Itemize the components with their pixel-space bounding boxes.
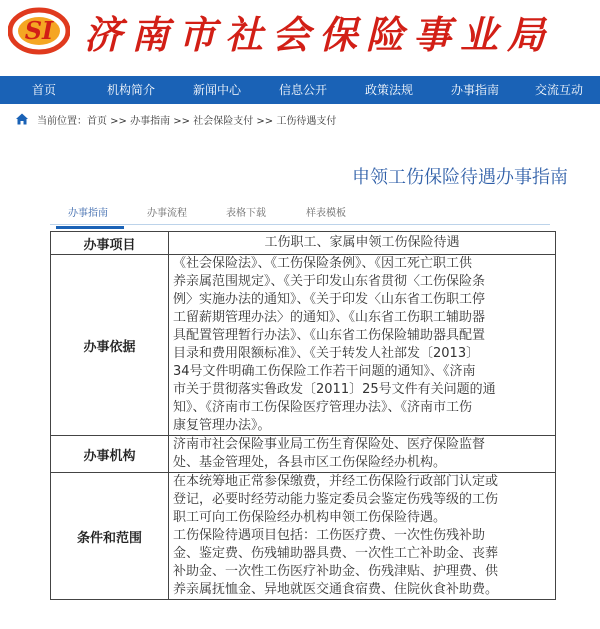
- row-content: [169, 473, 556, 600]
- row-content: [169, 232, 556, 255]
- table-row: [51, 232, 556, 255]
- main-nav: [0, 76, 600, 104]
- nav-item-about[interactable]: 机构简介: [106, 83, 155, 97]
- content-line: 养亲属抚恤金、异地就医交通食宿费、住院伙食补助费。: [173, 582, 499, 597]
- nav-item-home[interactable]: 首页: [31, 83, 56, 97]
- tab-templates[interactable]: 样表模板: [306, 208, 346, 219]
- content-line: 处、基金管理处，各县市区工伤保险经办机构。: [173, 455, 447, 470]
- table-row: [51, 436, 556, 473]
- content-line: 康复管理办法》。: [173, 418, 271, 433]
- content-line: 工伤保险待遇项目包括：工伤医疗费、一次性伤残补助: [173, 528, 486, 543]
- content-line: 工伤职工、家属申领工伤保险待遇: [264, 235, 460, 250]
- nav-item-guide[interactable]: 办事指南: [450, 83, 499, 97]
- content-line: 例〉实施办法的通知》、《关于印发〈山东省工伤职工停: [173, 292, 486, 307]
- row-content: [169, 255, 556, 436]
- content-line: 职工可向工伤保险经办机构申领工伤保险待遇。: [173, 510, 447, 525]
- site-title: 济南市社会保险事业局: [84, 12, 555, 57]
- table-row: [51, 473, 556, 600]
- tab-guide[interactable]: 办事指南: [68, 208, 108, 219]
- content-line: 金、鉴定费、伤残辅助器具费、一次性工亡补助金、丧葬: [173, 546, 499, 561]
- content-line: 济南市社会保险事业局工伤生育保险处、医疗保险监督: [173, 437, 486, 452]
- row-label: 办事项目: [51, 232, 169, 255]
- tab-process[interactable]: 办事流程: [147, 208, 187, 219]
- row-label: 办事机构: [51, 436, 169, 473]
- content-line: 登记，必要时经劳动能力鉴定委员会鉴定伤残等级的工伤: [173, 492, 499, 507]
- row-label: 条件和范围: [51, 473, 169, 600]
- content-line: 工留薪期管理办法〉的通知》、《山东省工伤职工辅助器: [173, 310, 486, 325]
- tab-bar: [50, 196, 550, 225]
- guide-table: [50, 231, 556, 600]
- content-line: 补助金、一次性工伤医疗补助金、伤残津贴、护理费、供: [173, 564, 499, 579]
- si-logo-icon[interactable]: [8, 6, 70, 56]
- content-line: 在本统筹地正常参保缴费，并经工伤保险行政部门认定或: [173, 474, 499, 489]
- breadcrumb: [0, 110, 600, 128]
- active-tab-indicator: [56, 226, 124, 229]
- content-line: 知》、《济南市工伤保险医疗管理办法》、《济南市工伤: [173, 400, 473, 415]
- nav-item-policy[interactable]: 政策法规: [364, 83, 413, 97]
- nav-item-news[interactable]: 新闻中心: [192, 83, 241, 97]
- nav-item-interaction[interactable]: 交流互动: [534, 83, 583, 97]
- nav-item-disclosure[interactable]: 信息公开: [278, 83, 327, 97]
- content-line: 34号文件明确工伤保险工作若干问题的通知》、《济南: [173, 364, 476, 379]
- row-content: [169, 436, 556, 473]
- page-heading: 申领工伤保险待遇办事指南: [352, 167, 568, 188]
- tab-forms-download[interactable]: 表格下载: [226, 208, 266, 219]
- logo-text: SI: [24, 16, 54, 45]
- breadcrumb-text[interactable]: 当前位置：首页 >> 办事指南 >> 社会保险支付 >> 工伤待遇支付: [37, 115, 337, 127]
- content-line: 市关于贯彻落实鲁政发〔2011〕25号文件有关问题的通: [173, 382, 496, 397]
- content-line: 目录和费用限额标准》、《关于转发人社部发〔2013〕: [173, 346, 480, 361]
- site-header: [0, 0, 600, 72]
- home-icon[interactable]: [15, 112, 29, 126]
- content-line: 养亲属范围规定》、《关于印发山东省贯彻〈工伤保险条: [173, 274, 486, 289]
- row-label: 办事依据: [51, 255, 169, 436]
- content-line: 具配置管理暂行办法》、《山东省工伤保险辅助器具配置: [173, 328, 486, 343]
- content-line: 《社会保险法》、《工伤保险条例》、《因工死亡职工供: [173, 256, 473, 271]
- table-row: [51, 255, 556, 436]
